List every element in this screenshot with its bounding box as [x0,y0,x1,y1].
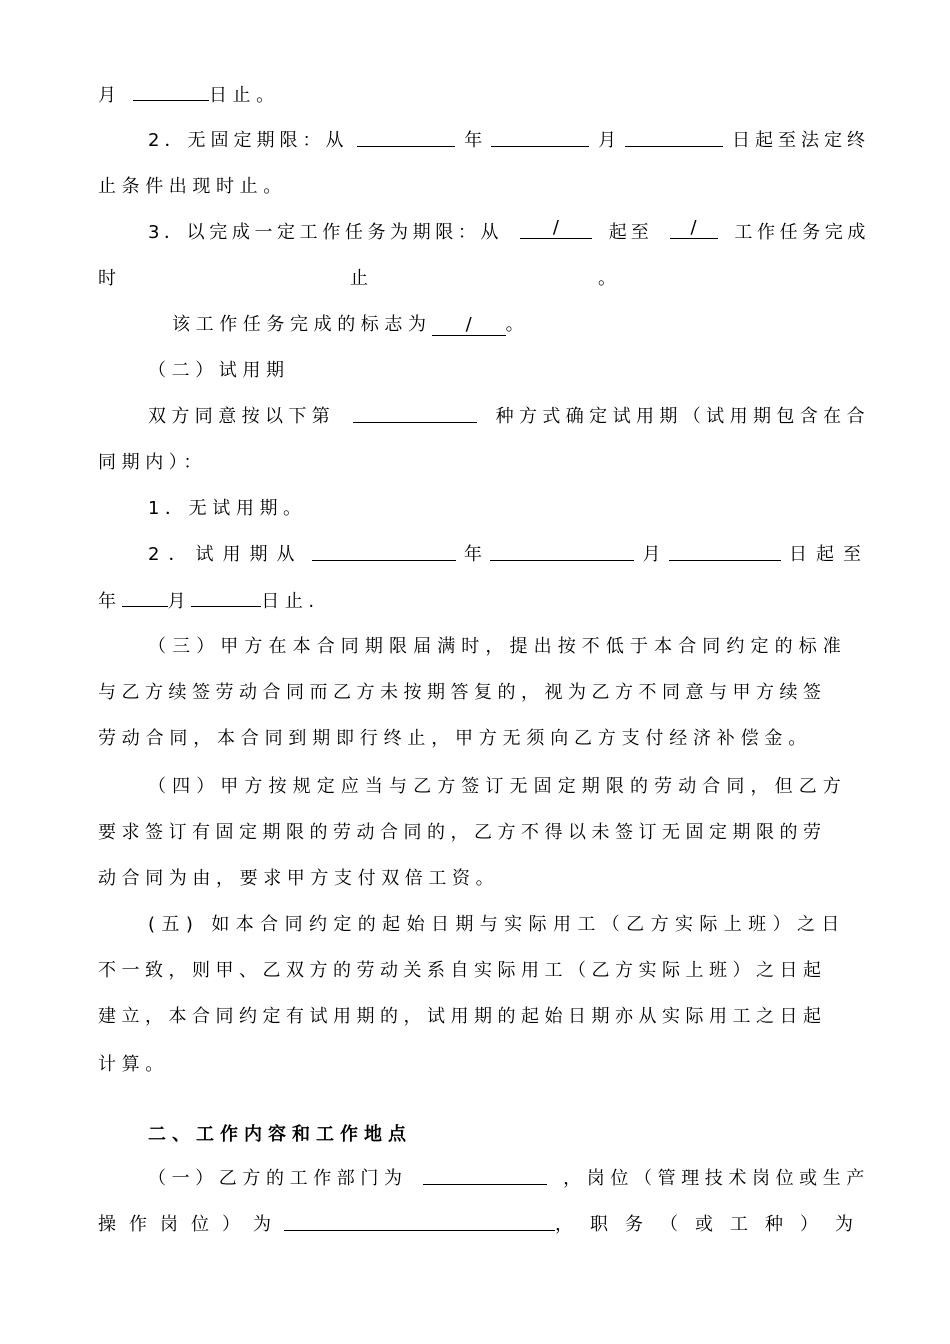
month-blank[interactable] [490,540,634,561]
text: 月 [598,130,617,151]
paragraph-line: 不一致，则甲、乙双方的劳动关系自实际用工（乙方实际上班）之日起 [98,960,827,981]
year-blank[interactable] [312,540,456,561]
section-heading: 二、工作内容和工作地点 [148,1124,412,1145]
text: 操作岗位）为 [98,1214,284,1235]
probation-period-line [148,540,870,570]
paragraph-line: 与乙方续签劳动合同而乙方未按期答复的，视为乙方不同意与甲方续签 [98,682,827,703]
text: ，职务（或工种）为 [555,1214,870,1235]
text: 年 [464,130,483,151]
text: 该工作任务完成的标志为 [172,314,432,335]
text: 年 [98,591,122,612]
probation-end-line [98,586,870,616]
task-end-blank[interactable]: / [670,218,718,239]
text: 日起至法定终 [731,130,870,151]
text: 日起至 [788,544,870,565]
text: （一）乙方的工作部门为 [148,1168,408,1189]
position-blank[interactable] [284,1210,555,1231]
month-blank[interactable] [491,126,589,147]
text: 。 [505,314,530,335]
text: 止 [350,268,374,289]
text: ，岗位（管理技术岗位或生产 [563,1168,870,1189]
year-blank[interactable] [122,586,168,607]
text: 日止。 [208,85,280,106]
term-end-date-line [98,80,870,110]
paragraph-line: 同期内）： [98,452,207,473]
paragraph-line: 要求签订有固定期限的劳动合同的，乙方不得以未签订无固定期限的劳 [98,822,827,843]
text: 年 [463,544,482,565]
paragraph-line: (五) 如本合同约定的起始日期与实际用工（乙方实际上班）之日 [148,914,846,935]
paragraph-line: （三）甲方在本合同期限届满时，提出按不低于本合同约定的标准 [148,636,847,657]
paragraph-line: 劳动合同，本合同到期即行终止，甲方无须向乙方支付经济补偿金。 [98,728,812,749]
text: 起至 [608,222,653,243]
open-term-line [148,126,870,156]
completion-mark-blank[interactable]: / [432,315,506,336]
day-blank[interactable] [133,80,209,101]
day-blank[interactable] [625,126,723,147]
probation-choice-line [148,402,870,432]
task-completion-line [172,310,870,340]
task-term-line [148,218,870,248]
paragraph-line: 动合同为由，要求甲方支付双倍工资。 [98,868,500,889]
task-start-blank[interactable]: / [520,218,592,239]
text: 月 [98,85,122,106]
probation-heading: （二）试用期 [148,360,290,381]
text: 2．无固定期限：从 [148,130,349,151]
paragraph-line: （四）甲方按规定应当与乙方签订无固定期限的劳动合同，但乙方 [148,776,847,797]
paragraph-line: 计算。 [98,1054,169,1075]
text: 月 [167,591,192,612]
day-blank[interactable] [669,540,781,561]
text: 时 [98,268,122,289]
task-term-line-cont [98,264,870,294]
no-probation-line: 1．无试用期。 [148,498,307,519]
text: 种方式确定试用期（试用期包含在合 [495,406,870,427]
probation-option-blank[interactable] [353,402,477,423]
department-blank[interactable] [423,1164,547,1185]
text: 2．试用期从 [148,544,304,565]
paragraph-line: 建立，本合同约定有试用期的，试用期的起始日期亦从实际用工之日起 [98,1006,827,1027]
day-blank[interactable] [191,586,261,607]
department-line [148,1164,870,1194]
text: 日止. [261,591,320,612]
paragraph-line: 止条件出现时止。 [98,176,287,197]
text: 月 [642,544,661,565]
year-blank[interactable] [357,126,455,147]
position-line [98,1210,870,1240]
text: 双方同意按以下第 [148,406,336,427]
text: 工作任务完成 [734,222,870,243]
text: 3．以完成一定工作任务为期限：从 [148,222,504,243]
text: 。 [598,268,622,289]
